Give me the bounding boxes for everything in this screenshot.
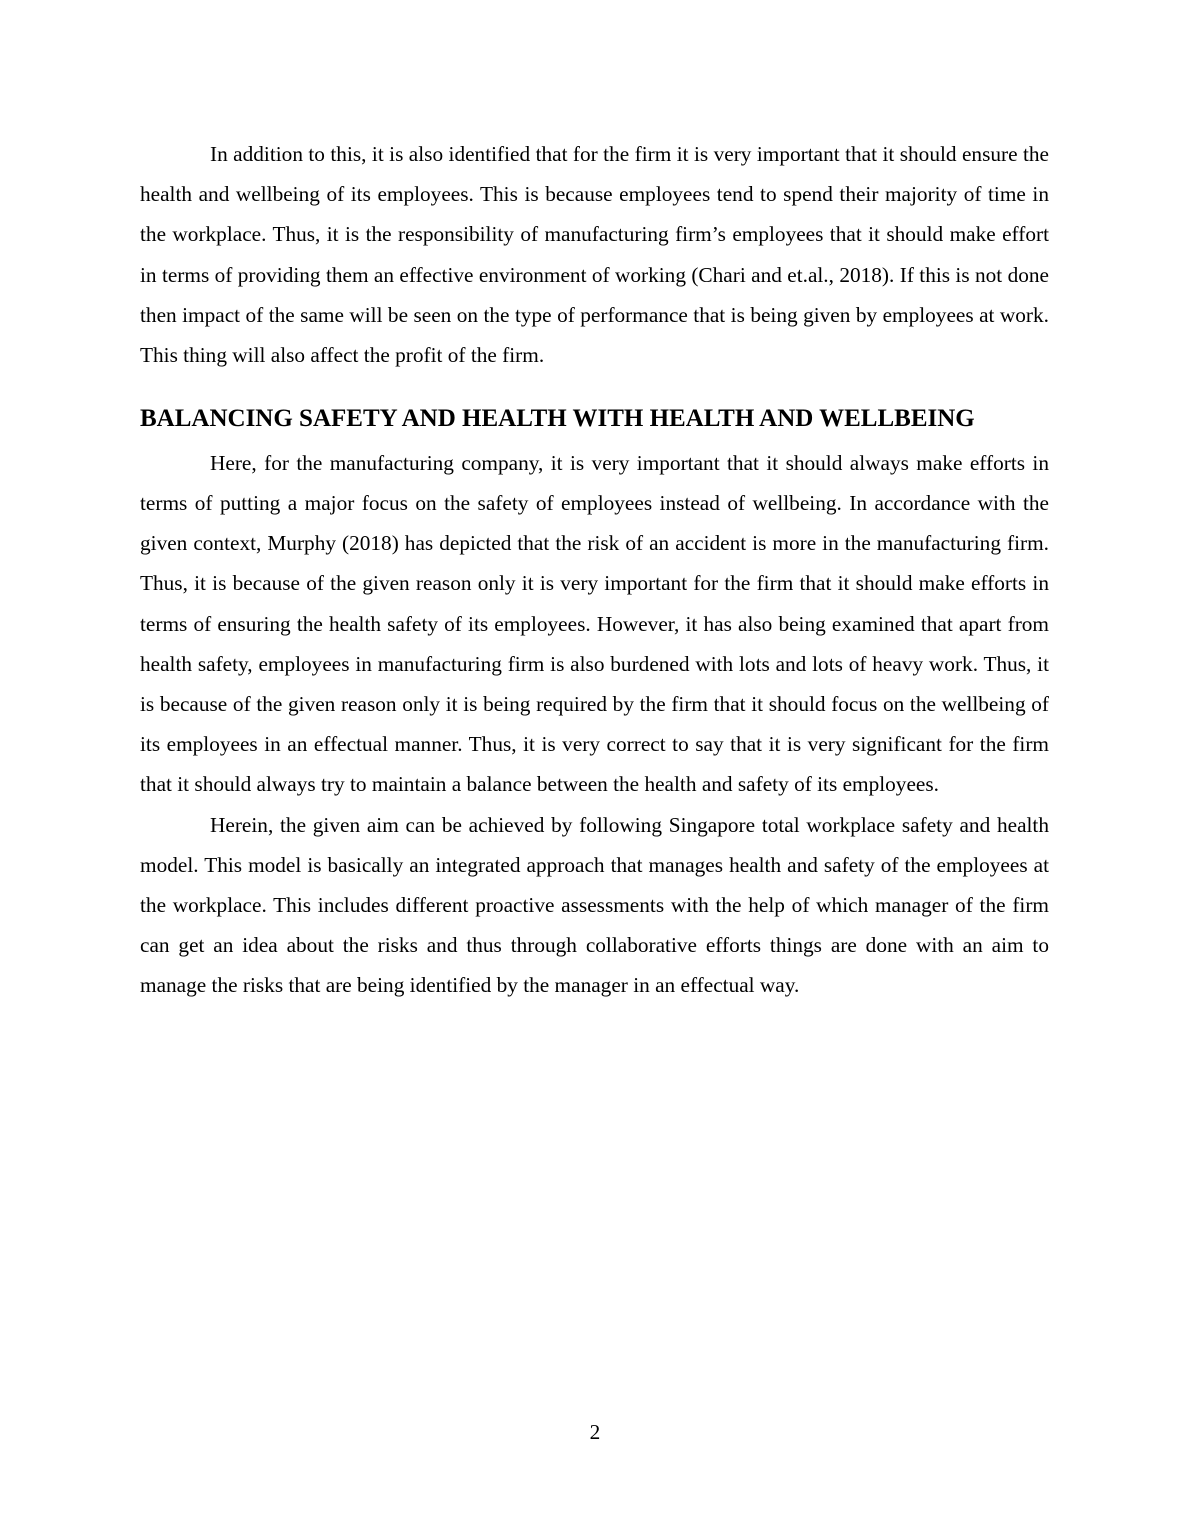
document-page — [140, 134, 1049, 1006]
section-paragraph-2: Herein, the given aim can be achieved by following Singapore total workplace safety and health model. This model is basically an integrated approach that manages health and safety of the employees at the workplace. This includes different proactive assessments with the help of which manager of the firm can get an idea about the risks and thus through collaborative efforts things are done with an aim to manage the risks that are being identified by the manager in an effectual way. — [140, 812, 1049, 998]
intro-paragraph: In addition to this, it is also identified that for the firm it is very important that it should ensure the health and wellbeing of its employees. This is because employees tend to spend their majority of time in the workplace. Thus, it is the responsibility of manufacturing firm’s employees that it should make effort in terms of providing them an effective environment of working (Chari and et.al., 2018). If this is not done then impact of the same will be seen on the type of performance that is being given by employees at work. This thing will also affect the profit of the firm. — [140, 142, 1049, 368]
section-heading: BALANCING SAFETY AND HEALTH WITH HEALTH AND WELLBEING — [140, 405, 975, 433]
section-paragraph-1: Here, for the manufacturing company, it is very important that it should always make efforts in terms of putting a major focus on the safety of employees instead of wellbeing. In accordance with the given context, Murphy (2018) has depicted that the risk of an accident is more in the manufacturing firm. Thus, it is because of the given reason only it is very important for the firm that it should make efforts in terms of ensuring the health safety of its employees. However, it has also being examined that apart from health safety, employees in manufacturing firm is also burdened with lots and lots of heavy work. Thus, it is because of the given reason only it is being required by the firm that it should focus on the wellbeing of its employees in an effectual manner. Thus, it is very correct to say that it is very significant for the firm that it should always try to maintain a balance between the health and safety of its employees. — [140, 450, 1049, 797]
page-number: 2 — [589, 1420, 601, 1444]
